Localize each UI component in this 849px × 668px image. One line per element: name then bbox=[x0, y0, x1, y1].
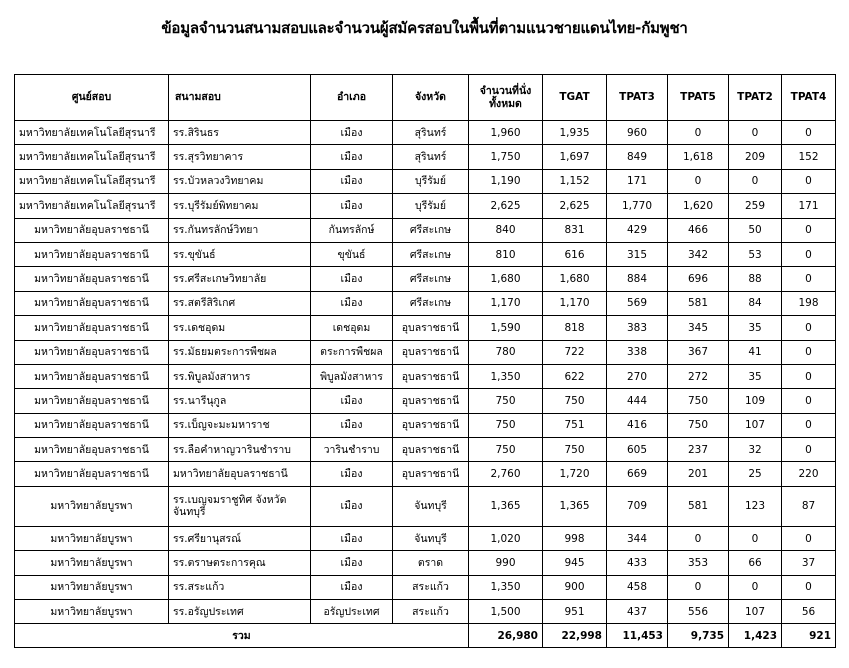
cell-venue: มหาวิทยาลัยอุบลราชธานี bbox=[169, 462, 311, 486]
cell-tgat: 1,365 bbox=[543, 486, 607, 526]
cell-seats: 1,190 bbox=[469, 169, 543, 193]
cell-tpat3: 605 bbox=[607, 438, 668, 462]
cell-venue: รร.ศรีสะเกษวิทยาลัย bbox=[169, 267, 311, 291]
table-row bbox=[15, 389, 836, 413]
cell-tpat4: 0 bbox=[782, 121, 836, 145]
cell-tpat3: 344 bbox=[607, 526, 668, 550]
cell-tpat3: 709 bbox=[607, 486, 668, 526]
cell-center: มหาวิทยาลัยบูรพา bbox=[15, 551, 169, 575]
cell-tpat2: 35 bbox=[729, 364, 782, 388]
table-row bbox=[15, 575, 836, 599]
cell-center: มหาวิทยาลัยอุบลราชธานี bbox=[15, 242, 169, 266]
cell-province: อุบลราชธานี bbox=[393, 413, 469, 437]
cell-tpat3: 458 bbox=[607, 575, 668, 599]
cell-center: มหาวิทยาลัยอุบลราชธานี bbox=[15, 438, 169, 462]
cell-district: กันทรลักษ์ bbox=[311, 218, 393, 242]
table-row bbox=[15, 438, 836, 462]
cell-province: อุบลราชธานี bbox=[393, 340, 469, 364]
cell-seats: 1,350 bbox=[469, 364, 543, 388]
cell-tpat2: 0 bbox=[729, 121, 782, 145]
col-header-province: จังหวัด bbox=[393, 75, 469, 121]
cell-tpat4: 87 bbox=[782, 486, 836, 526]
cell-tpat4: 0 bbox=[782, 364, 836, 388]
cell-tgat: 831 bbox=[543, 218, 607, 242]
cell-center: มหาวิทยาลัยบูรพา bbox=[15, 600, 169, 624]
cell-province: อุบลราชธานี bbox=[393, 462, 469, 486]
cell-district: เดชอุดม bbox=[311, 316, 393, 340]
cell-tgat: 951 bbox=[543, 600, 607, 624]
cell-seats: 810 bbox=[469, 242, 543, 266]
table-row bbox=[15, 600, 836, 624]
cell-tpat5: 556 bbox=[668, 600, 729, 624]
total-tgat: 22,998 bbox=[543, 624, 607, 648]
cell-tgat: 1,680 bbox=[543, 267, 607, 291]
cell-seats: 1,020 bbox=[469, 526, 543, 550]
cell-seats: 990 bbox=[469, 551, 543, 575]
table-row bbox=[15, 169, 836, 193]
cell-center: มหาวิทยาลัยอุบลราชธานี bbox=[15, 364, 169, 388]
cell-seats: 1,960 bbox=[469, 121, 543, 145]
cell-tpat4: 0 bbox=[782, 438, 836, 462]
cell-seats: 840 bbox=[469, 218, 543, 242]
cell-tpat2: 123 bbox=[729, 486, 782, 526]
cell-seats: 780 bbox=[469, 340, 543, 364]
cell-district: พิบูลมังสาหาร bbox=[311, 364, 393, 388]
total-row bbox=[15, 624, 836, 648]
cell-center: มหาวิทยาลัยอุบลราชธานี bbox=[15, 291, 169, 315]
data-table bbox=[14, 74, 836, 648]
col-header-seats: จำนวนที่นั่งทั้งหมด bbox=[469, 75, 543, 121]
cell-tpat4: 0 bbox=[782, 526, 836, 550]
cell-tpat5: 1,618 bbox=[668, 145, 729, 169]
table-row bbox=[15, 316, 836, 340]
cell-tpat3: 884 bbox=[607, 267, 668, 291]
cell-center: มหาวิทยาลัยบูรพา bbox=[15, 526, 169, 550]
cell-seats: 1,170 bbox=[469, 291, 543, 315]
cell-province: บุรีรัมย์ bbox=[393, 194, 469, 218]
table-row bbox=[15, 291, 836, 315]
col-header-venue: สนามสอบ bbox=[169, 75, 311, 121]
cell-tpat5: 0 bbox=[668, 526, 729, 550]
cell-district: เมือง bbox=[311, 551, 393, 575]
cell-tpat3: 1,770 bbox=[607, 194, 668, 218]
cell-venue: รร.ศรียานุสรณ์ bbox=[169, 526, 311, 550]
total-label: รวม bbox=[15, 624, 469, 648]
cell-province: สระแก้ว bbox=[393, 575, 469, 599]
cell-tpat3: 444 bbox=[607, 389, 668, 413]
cell-tpat2: 0 bbox=[729, 575, 782, 599]
table-row bbox=[15, 413, 836, 437]
cell-tpat5: 466 bbox=[668, 218, 729, 242]
cell-tpat5: 272 bbox=[668, 364, 729, 388]
cell-venue: รร.ลือคำหาญวารินชำราบ bbox=[169, 438, 311, 462]
cell-tgat: 1,697 bbox=[543, 145, 607, 169]
cell-district: ขุขันธ์ bbox=[311, 242, 393, 266]
cell-tpat4: 0 bbox=[782, 389, 836, 413]
cell-tpat2: 25 bbox=[729, 462, 782, 486]
cell-province: อุบลราชธานี bbox=[393, 389, 469, 413]
cell-tgat: 818 bbox=[543, 316, 607, 340]
cell-seats: 2,625 bbox=[469, 194, 543, 218]
cell-tpat5: 342 bbox=[668, 242, 729, 266]
cell-seats: 1,365 bbox=[469, 486, 543, 526]
cell-tpat4: 0 bbox=[782, 242, 836, 266]
cell-venue: รร.เดชอุดม bbox=[169, 316, 311, 340]
cell-tpat3: 338 bbox=[607, 340, 668, 364]
table-row bbox=[15, 218, 836, 242]
cell-tpat2: 0 bbox=[729, 526, 782, 550]
cell-tgat: 622 bbox=[543, 364, 607, 388]
cell-district: เมือง bbox=[311, 267, 393, 291]
cell-province: ศรีสะเกษ bbox=[393, 291, 469, 315]
cell-tpat2: 53 bbox=[729, 242, 782, 266]
cell-tpat5: 696 bbox=[668, 267, 729, 291]
cell-seats: 750 bbox=[469, 413, 543, 437]
cell-center: มหาวิทยาลัยบูรพา bbox=[15, 575, 169, 599]
table-row bbox=[15, 462, 836, 486]
cell-tgat: 900 bbox=[543, 575, 607, 599]
cell-tpat2: 32 bbox=[729, 438, 782, 462]
cell-venue: รร.มัธยมตระการพืชผล bbox=[169, 340, 311, 364]
cell-district: เมือง bbox=[311, 169, 393, 193]
col-header-tgat: TGAT bbox=[543, 75, 607, 121]
cell-tpat3: 849 bbox=[607, 145, 668, 169]
cell-tpat4: 0 bbox=[782, 575, 836, 599]
cell-tgat: 751 bbox=[543, 413, 607, 437]
cell-center: มหาวิทยาลัยเทคโนโลยีสุรนารี bbox=[15, 121, 169, 145]
cell-tpat3: 270 bbox=[607, 364, 668, 388]
cell-venue: รร.พิบูลมังสาหาร bbox=[169, 364, 311, 388]
table-row bbox=[15, 242, 836, 266]
cell-tpat5: 0 bbox=[668, 121, 729, 145]
col-header-district: อำเภอ bbox=[311, 75, 393, 121]
total-tpat3: 11,453 bbox=[607, 624, 668, 648]
cell-tpat2: 107 bbox=[729, 600, 782, 624]
header-row bbox=[15, 75, 836, 121]
cell-tpat5: 353 bbox=[668, 551, 729, 575]
cell-tpat4: 56 bbox=[782, 600, 836, 624]
cell-district: เมือง bbox=[311, 291, 393, 315]
cell-tpat3: 437 bbox=[607, 600, 668, 624]
cell-tpat4: 0 bbox=[782, 340, 836, 364]
cell-tpat2: 88 bbox=[729, 267, 782, 291]
cell-district: เมือง bbox=[311, 413, 393, 437]
cell-tgat: 945 bbox=[543, 551, 607, 575]
cell-district: เมือง bbox=[311, 194, 393, 218]
cell-venue: รร.บัวหลวงวิทยาคม bbox=[169, 169, 311, 193]
col-header-tpat3: TPAT3 bbox=[607, 75, 668, 121]
table-row bbox=[15, 526, 836, 550]
total-tpat2: 1,423 bbox=[729, 624, 782, 648]
cell-tpat5: 0 bbox=[668, 169, 729, 193]
cell-tpat5: 0 bbox=[668, 575, 729, 599]
cell-province: อุบลราชธานี bbox=[393, 364, 469, 388]
cell-venue: รร.เบ็ญจะมะมหาราช bbox=[169, 413, 311, 437]
cell-venue: รร.นารีนุกูล bbox=[169, 389, 311, 413]
cell-province: สุรินทร์ bbox=[393, 145, 469, 169]
cell-center: มหาวิทยาลัยอุบลราชธานี bbox=[15, 389, 169, 413]
cell-seats: 750 bbox=[469, 438, 543, 462]
cell-center: มหาวิทยาลัยอุบลราชธานี bbox=[15, 462, 169, 486]
cell-tpat2: 107 bbox=[729, 413, 782, 437]
col-header-tpat2: TPAT2 bbox=[729, 75, 782, 121]
cell-tpat2: 84 bbox=[729, 291, 782, 315]
cell-tpat3: 416 bbox=[607, 413, 668, 437]
cell-center: มหาวิทยาลัยอุบลราชธานี bbox=[15, 316, 169, 340]
cell-province: สระแก้ว bbox=[393, 600, 469, 624]
cell-center: มหาวิทยาลัยเทคโนโลยีสุรนารี bbox=[15, 145, 169, 169]
cell-tpat3: 171 bbox=[607, 169, 668, 193]
cell-province: อุบลราชธานี bbox=[393, 316, 469, 340]
cell-district: เมือง bbox=[311, 575, 393, 599]
cell-seats: 1,750 bbox=[469, 145, 543, 169]
col-header-tpat4: TPAT4 bbox=[782, 75, 836, 121]
cell-tpat2: 41 bbox=[729, 340, 782, 364]
total-tpat4: 921 bbox=[782, 624, 836, 648]
cell-district: ตระการพืชผล bbox=[311, 340, 393, 364]
cell-tpat3: 960 bbox=[607, 121, 668, 145]
cell-tpat5: 201 bbox=[668, 462, 729, 486]
cell-tpat3: 433 bbox=[607, 551, 668, 575]
cell-province: สุรินทร์ bbox=[393, 121, 469, 145]
table-row bbox=[15, 364, 836, 388]
cell-tpat3: 569 bbox=[607, 291, 668, 315]
cell-tpat3: 315 bbox=[607, 242, 668, 266]
cell-center: มหาวิทยาลัยเทคโนโลยีสุรนารี bbox=[15, 169, 169, 193]
cell-district: เมือง bbox=[311, 121, 393, 145]
table-row bbox=[15, 145, 836, 169]
cell-venue: รร.สิรินธร bbox=[169, 121, 311, 145]
cell-center: มหาวิทยาลัยบูรพา bbox=[15, 486, 169, 526]
cell-tgat: 616 bbox=[543, 242, 607, 266]
cell-tpat5: 345 bbox=[668, 316, 729, 340]
cell-venue: รร.กันทรลักษ์วิทยา bbox=[169, 218, 311, 242]
table-row bbox=[15, 486, 836, 526]
cell-center: มหาวิทยาลัยอุบลราชธานี bbox=[15, 218, 169, 242]
cell-tgat: 750 bbox=[543, 438, 607, 462]
cell-tgat: 750 bbox=[543, 389, 607, 413]
total-seats: 26,980 bbox=[469, 624, 543, 648]
cell-venue: รร.อรัญประเทศ bbox=[169, 600, 311, 624]
cell-province: จันทบุรี bbox=[393, 526, 469, 550]
table-row bbox=[15, 551, 836, 575]
cell-tpat4: 0 bbox=[782, 267, 836, 291]
cell-tpat4: 0 bbox=[782, 316, 836, 340]
cell-tpat2: 66 bbox=[729, 551, 782, 575]
cell-tpat3: 383 bbox=[607, 316, 668, 340]
cell-tpat2: 50 bbox=[729, 218, 782, 242]
cell-tpat2: 35 bbox=[729, 316, 782, 340]
cell-seats: 1,350 bbox=[469, 575, 543, 599]
cell-tpat4: 152 bbox=[782, 145, 836, 169]
cell-venue: รร.สระแก้ว bbox=[169, 575, 311, 599]
cell-district: เมือง bbox=[311, 389, 393, 413]
cell-tgat: 722 bbox=[543, 340, 607, 364]
cell-district: เมือง bbox=[311, 145, 393, 169]
cell-venue: รร.สุรวิทยาคาร bbox=[169, 145, 311, 169]
cell-tgat: 1,152 bbox=[543, 169, 607, 193]
cell-tpat2: 259 bbox=[729, 194, 782, 218]
cell-center: มหาวิทยาลัยอุบลราชธานี bbox=[15, 340, 169, 364]
cell-province: อุบลราชธานี bbox=[393, 438, 469, 462]
cell-province: ตราด bbox=[393, 551, 469, 575]
cell-tgat: 2,625 bbox=[543, 194, 607, 218]
cell-venue: รร.บุรีรัมย์พิทยาคม bbox=[169, 194, 311, 218]
cell-venue: รร.ขุขันธ์ bbox=[169, 242, 311, 266]
cell-tpat5: 1,620 bbox=[668, 194, 729, 218]
cell-tpat4: 0 bbox=[782, 218, 836, 242]
cell-tpat4: 171 bbox=[782, 194, 836, 218]
table-row bbox=[15, 340, 836, 364]
cell-district: อรัญประเทศ bbox=[311, 600, 393, 624]
cell-province: ศรีสะเกษ bbox=[393, 267, 469, 291]
cell-tpat5: 367 bbox=[668, 340, 729, 364]
cell-seats: 2,760 bbox=[469, 462, 543, 486]
cell-venue: รร.เบญจมราชูทิศ จังหวัดจันทบุรี bbox=[169, 486, 311, 526]
cell-tpat5: 750 bbox=[668, 413, 729, 437]
cell-tpat2: 209 bbox=[729, 145, 782, 169]
cell-tgat: 1,720 bbox=[543, 462, 607, 486]
cell-seats: 1,500 bbox=[469, 600, 543, 624]
cell-district: เมือง bbox=[311, 486, 393, 526]
cell-province: ศรีสะเกษ bbox=[393, 242, 469, 266]
cell-district: วารินชำราบ bbox=[311, 438, 393, 462]
cell-tpat2: 109 bbox=[729, 389, 782, 413]
cell-tgat: 1,935 bbox=[543, 121, 607, 145]
cell-province: ศรีสะเกษ bbox=[393, 218, 469, 242]
cell-tgat: 998 bbox=[543, 526, 607, 550]
total-tpat5: 9,735 bbox=[668, 624, 729, 648]
cell-seats: 1,680 bbox=[469, 267, 543, 291]
cell-venue: รร.สตรีสิริเกศ bbox=[169, 291, 311, 315]
cell-tpat5: 581 bbox=[668, 486, 729, 526]
cell-center: มหาวิทยาลัยอุบลราชธานี bbox=[15, 413, 169, 437]
cell-seats: 750 bbox=[469, 389, 543, 413]
cell-tpat4: 0 bbox=[782, 169, 836, 193]
cell-tpat4: 0 bbox=[782, 413, 836, 437]
cell-tpat4: 37 bbox=[782, 551, 836, 575]
cell-tpat5: 237 bbox=[668, 438, 729, 462]
cell-tpat4: 220 bbox=[782, 462, 836, 486]
cell-tpat2: 0 bbox=[729, 169, 782, 193]
cell-province: บุรีรัมย์ bbox=[393, 169, 469, 193]
cell-tpat5: 581 bbox=[668, 291, 729, 315]
cell-seats: 1,590 bbox=[469, 316, 543, 340]
table-row bbox=[15, 267, 836, 291]
cell-venue: รร.ตราษตระการคุณ bbox=[169, 551, 311, 575]
cell-tpat4: 198 bbox=[782, 291, 836, 315]
cell-province: จันทบุรี bbox=[393, 486, 469, 526]
col-header-tpat5: TPAT5 bbox=[668, 75, 729, 121]
cell-district: เมือง bbox=[311, 462, 393, 486]
table-row bbox=[15, 194, 836, 218]
page-title: ข้อมูลจำนวนสนามสอบและจำนวนผู้สมัครสอบในพื้นที่ตามแนวชายแดนไทย-กัมพูชา bbox=[161, 19, 688, 37]
cell-district: เมือง bbox=[311, 526, 393, 550]
cell-center: มหาวิทยาลัยเทคโนโลยีสุรนารี bbox=[15, 194, 169, 218]
col-header-center: ศูนย์สอบ bbox=[15, 75, 169, 121]
cell-tpat5: 750 bbox=[668, 389, 729, 413]
cell-tgat: 1,170 bbox=[543, 291, 607, 315]
cell-tpat3: 669 bbox=[607, 462, 668, 486]
cell-center: มหาวิทยาลัยอุบลราชธานี bbox=[15, 267, 169, 291]
cell-tpat3: 429 bbox=[607, 218, 668, 242]
table-row bbox=[15, 121, 836, 145]
